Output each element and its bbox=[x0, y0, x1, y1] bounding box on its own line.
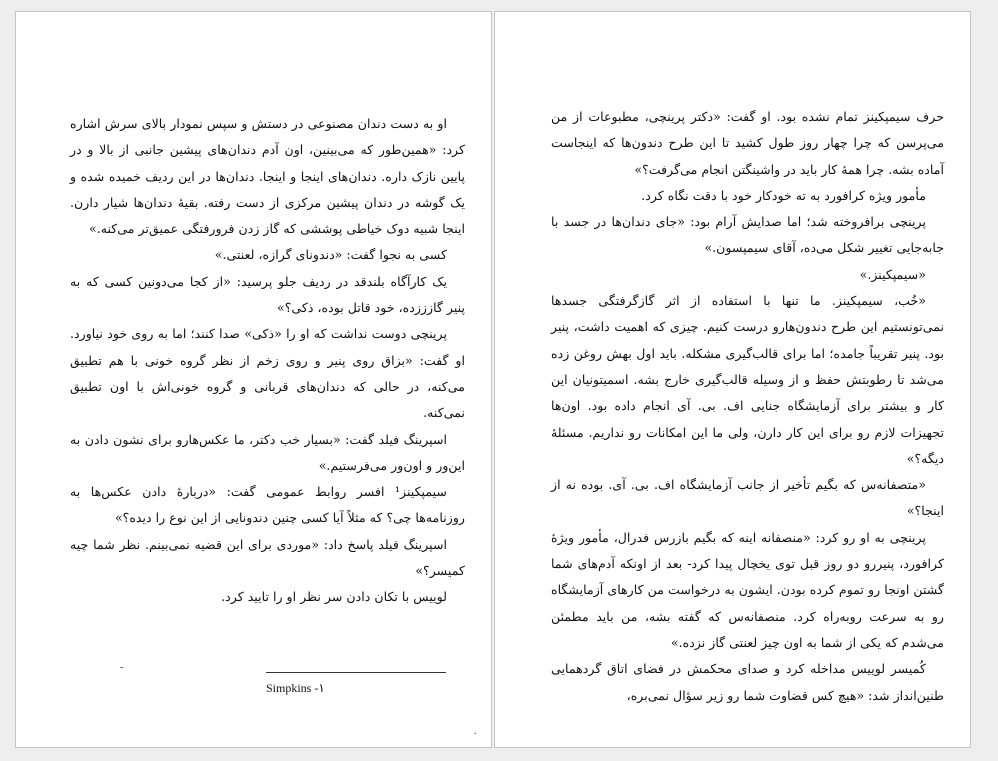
paragraph: پرینچی برافروخته شد؛ اما صدایش آرام بود: «جای دندان‌ها در جسد با جابه‌جایی تغییر شکل می‌ده، آقای سیمپسون.» bbox=[551, 214, 944, 256]
paragraph: «متصفانه‌س که بگیم تأخیر از جانب آزمایشگاه اف. بی. آی. بوده نه از اینجا؟» bbox=[551, 477, 944, 519]
paragraph: او به دست دندان مصنوعی در دستش و سپس نمودار بالای سرش اشاره کرد: «همین‌طور که می‌بینین، اون آدم دندان‌های پیشین جانبی از بالا و در پایین نازک داره. دندان‌های اینجا و اینجا. دندان‌ها در این ردیف خمیده شده و یک گوشه در دندان پیشین مرکزی از دست رفته. بقیهٔ دندان‌ها شیار دارن. اینجا شبیه دوک خیاطی پوششی که گاز زدن فرورفتگی عمیق‌تر می‌کنه.» bbox=[70, 116, 465, 237]
paragraph: پرینچی به او رو کرد: «منصفانه اینه که بگیم بازرس فدرال، مأمور ویژهٔ کرافورد، پنیررو دو روز قبل توی یخچال پیدا کرد- بعد از اونکه آدم‌های شما گشتن اونجا رو تموم کرده بودن. ایشون به درخواست من کارهای آزمایشگاه رو به سرعت روبه‌راه کرد. منصفانه‌س که گفته بشه، من باید مطمئن می‌شدم که یکی از شما به اون چیز لعنتی گاز نزده.» bbox=[551, 529, 944, 650]
paragraph: یک کارآگاه بلندقد در ردیف جلو پرسید: «از کجا می‌دونین کسی که به پنیر گازززده، خود قاتل بوده، ذکی؟» bbox=[70, 273, 465, 316]
paragraph: پرینچی دوست نداشت که او را «ذکی» صدا کنند؛ اما به روی خود نیاورد. او گفت: «بزاق روی پنیر و روی زخم از نظر گروه خونی با هم تطبیق می‌کنه، در حالی که دندان‌های قربانی و گروه خونی‌اش با اون تطبیق نمی‌کنه. bbox=[70, 326, 465, 421]
paragraph: حرف سیمپکینز تمام نشده بود. او گفت: «دکتر پرینچی، مطبوعات از من می‌پرسن که چرا چهار روز طول کشید تا این طرح دندون‌ها که اینجاست آماده بشه. چرا همهٔ کار باید در واشینگتن انجام می‌گرفت؟» bbox=[551, 109, 944, 177]
paragraph: اسپرینگ فیلد پاسخ داد: «موردی برای این قضیه نمی‌بینم. نظر شما چیه کمیسر؟» bbox=[70, 536, 465, 579]
right-page-body bbox=[551, 104, 944, 709]
right-page bbox=[494, 11, 971, 748]
paragraph: سیمپکینز¹ افسر روابط عمومی گفت: «دربارهٔ دادن عکس‌ها به روزنامه‌ها چی؟ که مثلاً آیا کسی چنین دندونایی از این نوع را دیده؟» bbox=[70, 484, 465, 526]
footnote: Simpkins -۱ bbox=[266, 681, 325, 695]
paragraph: کُمیسر لوییس مداخله کرد و صدای محکمش در فضای اتاق گردهمایی طنین‌انداز شد: «هیچ کس قضاوت شما رو زیر سؤال نمی‌بره، bbox=[551, 661, 944, 703]
paragraph: «سیمپکینز.» bbox=[859, 266, 926, 282]
paragraph: اسپرینگ فیلد گفت: «بسیار خب دکتر، ما عکس‌هارو برای نشون دادن به این‌ور و اون‌ور می‌فرستیم.» bbox=[70, 431, 465, 473]
page-marker: - bbox=[120, 662, 124, 673]
footnote-divider bbox=[266, 672, 446, 673]
paragraph: مأمور ویژه کرافورد به ته خودکار خود با دقت نگاه کرد. bbox=[641, 187, 926, 203]
paragraph: لوییس با تکان دادن سر نظر او را تایید کرد. bbox=[221, 589, 447, 605]
left-page bbox=[15, 11, 492, 748]
page-marker: . bbox=[474, 726, 477, 737]
paragraph: «خُب، سیمپکینز. ما تنها با استفاده از اثر گازگرفتگی جسدها نمی‌تونستیم این طرح دندون‌هارو درست کنیم. چیزی که اهمیت داشت، پنیر بود. پنیر تقریباً جامده؛ اما برای قالب‌گیری مشکله. باید اول بهش روغن زده می‌شد تا رطوبتش حفظ و از وسیله قالب‌گیری خارج بشه. اسمیتونیان این کار و بیشتر برای آزمایشگاه جنایی اف. بی. آی انجام داده بود. اون‌ها تجهیزات لازم رو برای این کار دارن، ولی ما این امکانات رو نداریم. مسئلهٔ دیگه؟» bbox=[551, 293, 944, 466]
left-page-body bbox=[70, 111, 465, 611]
paragraph: کسی به نجوا گفت: «دندونای گرازه، لعنتی.» bbox=[214, 247, 447, 263]
